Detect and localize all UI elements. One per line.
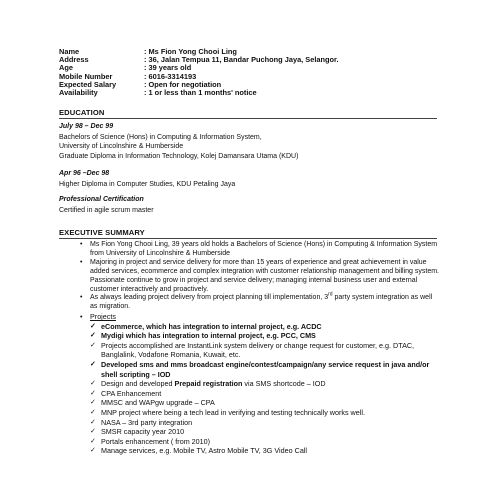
checkmark-icon: ✓ xyxy=(90,399,96,407)
project-item xyxy=(90,379,440,389)
row-value: : 36, Jalan Tempua 11, Bandar Puchong Jaya, Selangor. xyxy=(144,55,339,65)
row-value: : Ms Fion Yong Chooi Ling xyxy=(144,47,237,56)
project-text: Portals enhancement ( from 2010) xyxy=(101,436,211,446)
personal-details xyxy=(59,48,339,97)
availability-row xyxy=(59,89,339,97)
certification-line: Certified in agile scrum master xyxy=(59,207,154,214)
ordinal-suffix: rd xyxy=(328,292,333,299)
project-text: NASA – 3rd party integration xyxy=(101,417,193,427)
project-item xyxy=(90,446,440,456)
address-row xyxy=(59,56,339,64)
checkmark-icon: ✓ xyxy=(90,341,96,349)
summary-heading: EXECUTIVE SUMMARY xyxy=(59,228,145,237)
summary-text: Majoring in project and service delivery for more than 15 years of experience and great achievement in value added services, ecommerce and complex integration with customer relationship management and billing system. Passionate continue to grow in project and service delivery; managing internal business user and external customer interactively and proactively. xyxy=(90,258,440,293)
bullet-icon: • xyxy=(80,258,83,266)
education-line: Bachelors of Science (Hons) in Computing & Information System, xyxy=(59,134,262,141)
project-item xyxy=(90,408,440,418)
project-text-strong: Prepaid registration xyxy=(174,379,243,389)
row-label: Availability xyxy=(59,88,98,98)
education-entry-1 xyxy=(59,133,298,161)
row-value: : Open for negotiation xyxy=(144,79,222,89)
summary-text: As always leading project delivery from project planning till implementation, 3 xyxy=(90,294,329,302)
row-value: : 1 or less than 1 months' notice xyxy=(144,88,257,98)
row-value: : 39 years old xyxy=(144,63,192,73)
project-text: CPA Enhancement xyxy=(101,388,162,398)
checkmark-icon: ✓ xyxy=(90,418,96,426)
summary-bullet xyxy=(80,241,440,259)
project-text: SMSR capacity year 2010 xyxy=(101,427,185,437)
education-date-2: Apr 96 –Dec 98 xyxy=(59,170,110,177)
project-text: Developed sms and mms broadcast engine/contest/campaign/any service request in java and/or shell scripting – IOD xyxy=(101,359,430,379)
row-label: Address xyxy=(59,55,89,65)
checkmark-icon: ✓ xyxy=(90,437,96,445)
project-item xyxy=(90,360,440,379)
projects-list xyxy=(90,322,440,456)
checkmark-icon: ✓ xyxy=(90,447,96,455)
checkmark-icon: ✓ xyxy=(90,322,96,330)
projects-title xyxy=(80,312,440,322)
bullet-icon: • xyxy=(80,312,83,321)
education-line: University of Lincolnshire & Humberside xyxy=(59,143,184,151)
education-line: Graduate Diploma in Information Technology, Kolej Damansara Utama (KDU) xyxy=(59,152,299,160)
checkmark-icon: ✓ xyxy=(90,408,96,416)
row-label: Mobile Number xyxy=(59,71,113,81)
checkmark-icon: ✓ xyxy=(90,380,96,388)
education-heading: EDUCATION xyxy=(59,108,105,117)
project-text: Design and developed xyxy=(101,379,175,389)
project-item xyxy=(90,322,440,332)
project-item xyxy=(90,427,440,437)
checkmark-icon: ✓ xyxy=(90,428,96,436)
checkmark-icon: ✓ xyxy=(90,332,96,340)
summary-divider xyxy=(59,238,437,239)
education-entry-2 xyxy=(59,180,235,189)
checkmark-icon: ✓ xyxy=(90,389,96,397)
project-text: Manage services, e.g. Mobile TV, Astro Mobile TV, 3G Video Call xyxy=(101,446,308,456)
certification-heading: Professional Certification xyxy=(59,196,144,203)
education-divider xyxy=(59,118,437,119)
project-text: MNP project where being a tech lead in verifying and testing technically works well. xyxy=(101,407,365,417)
bullet-icon: • xyxy=(80,241,83,248)
summary-text: Ms Fion Yong Chooi Ling, 39 years old holds a Bachelors of Science (Hons) in Computing & Information System from University of Lincolnshire & Humberside xyxy=(90,241,438,257)
project-text: Projects accomplished are InstantLink system delivery or change request for customer, e.g. DTAC, Banglalink, Vodafone Romania, Kuwait, etc. xyxy=(101,340,415,360)
row-value: : 6016-3314193 xyxy=(144,71,197,81)
education-date-1: July 98 – Dec 99 xyxy=(59,123,114,130)
project-item xyxy=(90,389,440,399)
project-item xyxy=(90,341,440,360)
project-item xyxy=(90,398,440,408)
project-text: eCommerce, which has integration to internal project, e.g. ACDC xyxy=(101,321,322,331)
summary-bullet xyxy=(80,294,440,312)
projects-label: Projects xyxy=(90,312,116,321)
projects-section xyxy=(80,312,440,456)
row-label: Expected Salary xyxy=(59,79,117,89)
project-item xyxy=(90,331,440,341)
summary-text: party system integration as well as migration. xyxy=(90,294,433,311)
project-item xyxy=(90,418,440,428)
row-label: Age xyxy=(59,63,73,73)
summary-list xyxy=(80,241,440,312)
project-item xyxy=(90,437,440,447)
education-line: Higher Diploma in Computer Studies, KDU Petaling Jaya xyxy=(59,181,236,188)
project-text: Mydigi which has integration to internal project, e.g. PCC, CMS xyxy=(101,331,316,341)
checkmark-icon: ✓ xyxy=(90,360,96,368)
project-text: via SMS shortcode – IOD xyxy=(242,379,326,389)
bullet-icon: • xyxy=(80,294,83,302)
project-text: MMSC and WAPgw upgrade – CPA xyxy=(101,398,215,408)
summary-bullet xyxy=(80,259,440,295)
row-label: Name xyxy=(59,47,80,56)
